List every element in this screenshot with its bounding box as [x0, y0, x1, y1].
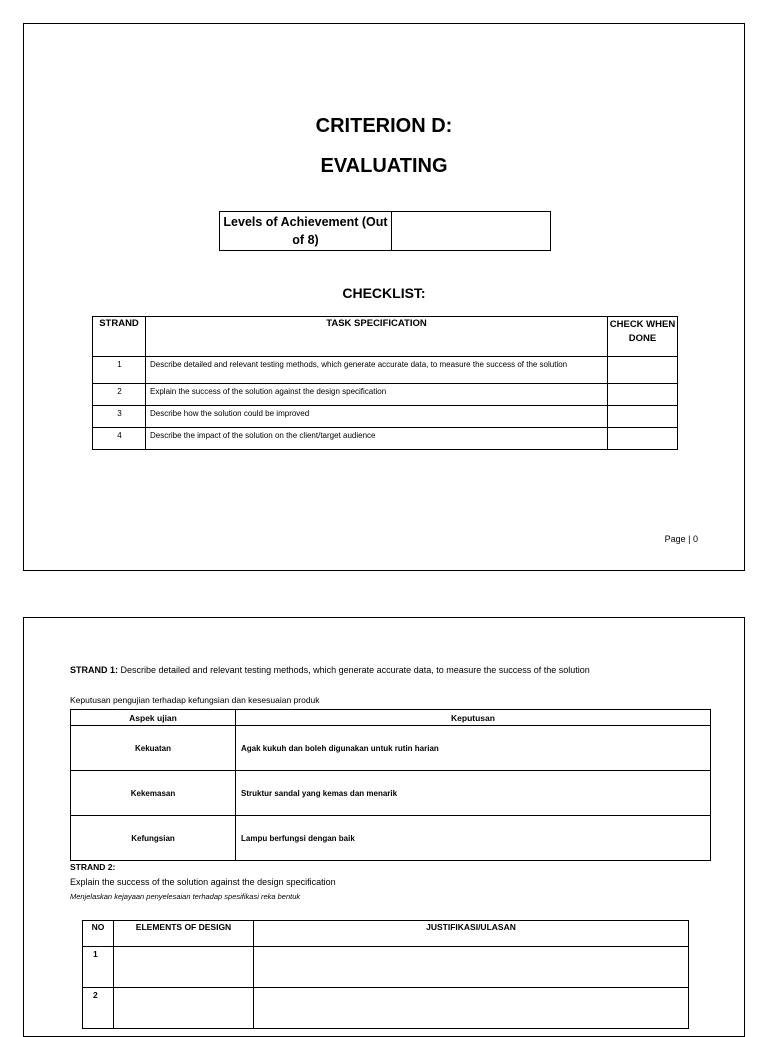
result-header: Keputusan: [236, 710, 711, 726]
table-row: [93, 428, 678, 450]
test-results-caption: Keputusan pengujian terhadap kefungsian dan kesesuaian produk: [70, 695, 320, 705]
check-cell[interactable]: [608, 428, 678, 450]
checklist-table: [92, 316, 678, 450]
strand-number: 4: [93, 428, 146, 450]
table-row: [93, 357, 678, 384]
elements-of-design-header: ELEMENTS OF DESIGN: [114, 921, 254, 947]
criterion-title: CRITERION D:: [315, 115, 453, 137]
strand2-label: STRAND 2:: [70, 862, 116, 872]
strand-number: 1: [93, 357, 146, 384]
table-row: [71, 816, 711, 861]
table-row: [71, 726, 711, 771]
strand-header: STRAND: [93, 317, 146, 357]
result-cell: Agak kukuh dan boleh digunakan untuk rutin harian: [236, 726, 711, 771]
table-row: [71, 771, 711, 816]
row-number: 1: [83, 947, 114, 988]
task-specification: Describe detailed and relevant testing methods, which generate accurate data, to measure the success of the solution: [146, 357, 608, 384]
strand1-description: [70, 665, 590, 675]
document-page-1: [23, 23, 745, 571]
strand-number: 2: [93, 384, 146, 406]
checklist-heading: CHECKLIST:: [342, 285, 426, 301]
strand2-description: Explain the success of the solution against the design specification: [70, 877, 336, 887]
document-page-2: [23, 617, 745, 1037]
table-row: [93, 384, 678, 406]
strand2-translation: Menjelaskan kejayaan penyelesaian terhadap spesifikasi reka bentuk: [70, 892, 301, 901]
test-results-table: [70, 709, 711, 861]
justification-cell[interactable]: [254, 988, 689, 1029]
design-elements-header-row: [83, 921, 689, 947]
criterion-subtitle: EVALUATING: [320, 155, 448, 177]
aspect-cell: Kekemasan: [71, 771, 236, 816]
row-number: 2: [83, 988, 114, 1029]
table-row: [83, 988, 689, 1029]
levels-of-achievement-label: Levels of Achievement (Out of 8): [220, 212, 392, 250]
element-cell[interactable]: [114, 988, 254, 1029]
table-row: [83, 947, 689, 988]
aspect-cell: Kefungsian: [71, 816, 236, 861]
result-cell: Struktur sandal yang kemas dan menarik: [236, 771, 711, 816]
task-specification: Describe how the solution could be improved: [146, 406, 608, 428]
no-header: NO: [83, 921, 114, 947]
result-cell: Lampu berfungsi dengan baik: [236, 816, 711, 861]
task-specification-header: TASK SPECIFICATION: [146, 317, 608, 357]
check-when-done-header: CHECK WHEN DONE: [608, 317, 678, 357]
check-cell[interactable]: [608, 357, 678, 384]
strand-number: 3: [93, 406, 146, 428]
test-results-header-row: [71, 710, 711, 726]
element-cell[interactable]: [114, 947, 254, 988]
task-specification: Describe the impact of the solution on the client/target audience: [146, 428, 608, 450]
check-cell[interactable]: [608, 406, 678, 428]
strand1-label: STRAND 1:: [70, 665, 119, 675]
aspect-header: Aspek ujian: [71, 710, 236, 726]
strand1-text: Describe detailed and relevant testing methods, which generate accurate data, to measure the success of the solution: [118, 665, 590, 675]
design-elements-table: [82, 920, 689, 1029]
justification-cell[interactable]: [254, 947, 689, 988]
checklist-header-row: [93, 317, 678, 357]
table-row: [93, 406, 678, 428]
justification-header: JUSTIFIKASI/ULASAN: [254, 921, 689, 947]
check-cell[interactable]: [608, 384, 678, 406]
levels-of-achievement-box: [219, 211, 551, 251]
aspect-cell: Kekuatan: [71, 726, 236, 771]
task-specification: Explain the success of the solution against the design specification: [146, 384, 608, 406]
levels-of-achievement-value: [392, 212, 550, 250]
page-number: Page | 0: [664, 534, 698, 544]
